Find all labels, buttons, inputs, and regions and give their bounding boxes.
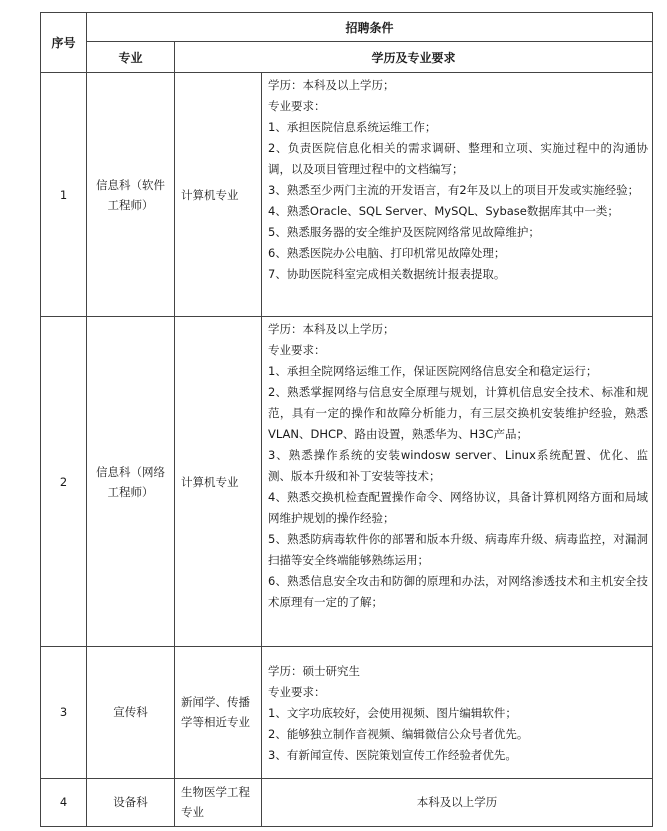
requirement-cell [262,317,653,646]
requirement-line: 专业要求： [268,343,326,358]
major-cell: 计算机专业 [175,317,262,646]
requirement-line: 3、有新闻宣传、医院策划宣传工作经验者优先。 [268,747,517,762]
department-cell: 信息科（网络工程师） [87,317,175,646]
requirement-line: 2、负责医院信息化相关的需求调研、整理和立项、实施过程中的沟通协调，以及项目管理过程中的文档编写； [268,141,649,177]
requirement-line: 3、熟悉操作系统的安装windosw server、Linux系统配置、优化、监测、版本升级和补丁安装等技术； [268,448,649,484]
requirement-cell [262,646,653,778]
requirement-line: 6、熟悉信息安全攻击和防御的原理和办法，对网络渗透技术和主机安全技术原理有一定的了解； [268,574,649,610]
table-row [41,73,653,317]
requirement-line: 3、熟悉至少两门主流的开发语言，有2年及以上的项目开发或实施经验； [268,183,640,198]
table-row [41,646,653,778]
header-row [41,13,653,42]
subheader-row [41,42,653,73]
department-cell: 信息科（软件工程师） [87,73,175,317]
requirement-line: 4、熟悉交换机检查配置操作命令、网络协议，具备计算机网络方面和局域网维护规划的操作经验； [268,490,649,526]
department-cell: 宣传科 [87,646,175,778]
requirement-line: 1、文字功底较好，会使用视频、图片编辑软件； [268,705,517,720]
requirement-line: 2、能够独立制作音视频、编辑微信公众号者优先。 [268,726,529,741]
major-cell: 计算机专业 [175,73,262,317]
requirement-line: 学历：硕士研究生 [268,663,360,678]
row-number: 2 [41,317,87,646]
requirement-line: 4、熟悉Oracle、SQL Server、MySQL、Sybase数据库其中一类； [268,204,619,219]
header-major: 专业 [87,42,175,73]
requirement-line: 5、熟悉服务器的安全维护及医院网络常见故障维护； [268,225,540,240]
table-row [41,778,653,826]
requirement-line: 7、协助医院科室完成相关数据统计报表提取。 [268,267,506,282]
header-conditions: 招聘条件 [87,13,653,42]
department-cell: 设备科 [87,778,175,826]
row-number: 1 [41,73,87,317]
major-cell: 新闻学、传播学等相近专业 [175,646,262,778]
requirement-cell: 本科及以上学历 [262,778,653,826]
requirement-line: 学历：本科及以上学历； [268,322,395,337]
requirement-line: 学历：本科及以上学历； [268,78,395,93]
requirement-line: 1、承担医院信息系统运维工作； [268,120,437,135]
requirement-line: 5、熟悉防病毒软件你的部署和版本升级、病毒库升级、病毒监控，对漏洞扫描等安全终端能够熟练运用； [268,532,649,568]
requirement-line: 1、承担全院网络运维工作，保证医院网络信息安全和稳定运行； [268,364,598,379]
requirement-line: 专业要求： [268,99,326,114]
row-number: 3 [41,646,87,778]
row-number: 4 [41,778,87,826]
recruitment-table [40,12,653,827]
requirement-line: 2、熟悉掌握网络与信息安全原理与规划，计算机信息安全技术、标准和规范，具有一定的操作和故障分析能力，有三层交换机安装维护经验，熟悉VLAN、DHCP、路由设置，熟悉华为、H3C产品； [268,385,649,442]
header-requirement: 学历及专业要求 [175,42,653,73]
table-row [41,317,653,646]
requirement-line: 专业要求： [268,684,326,699]
header-seq: 序号 [41,13,87,73]
requirement-line: 6、熟悉医院办公电脑、打印机常见故障处理； [268,246,506,261]
major-cell: 生物医学工程专业 [175,778,262,826]
requirement-cell [262,73,653,317]
